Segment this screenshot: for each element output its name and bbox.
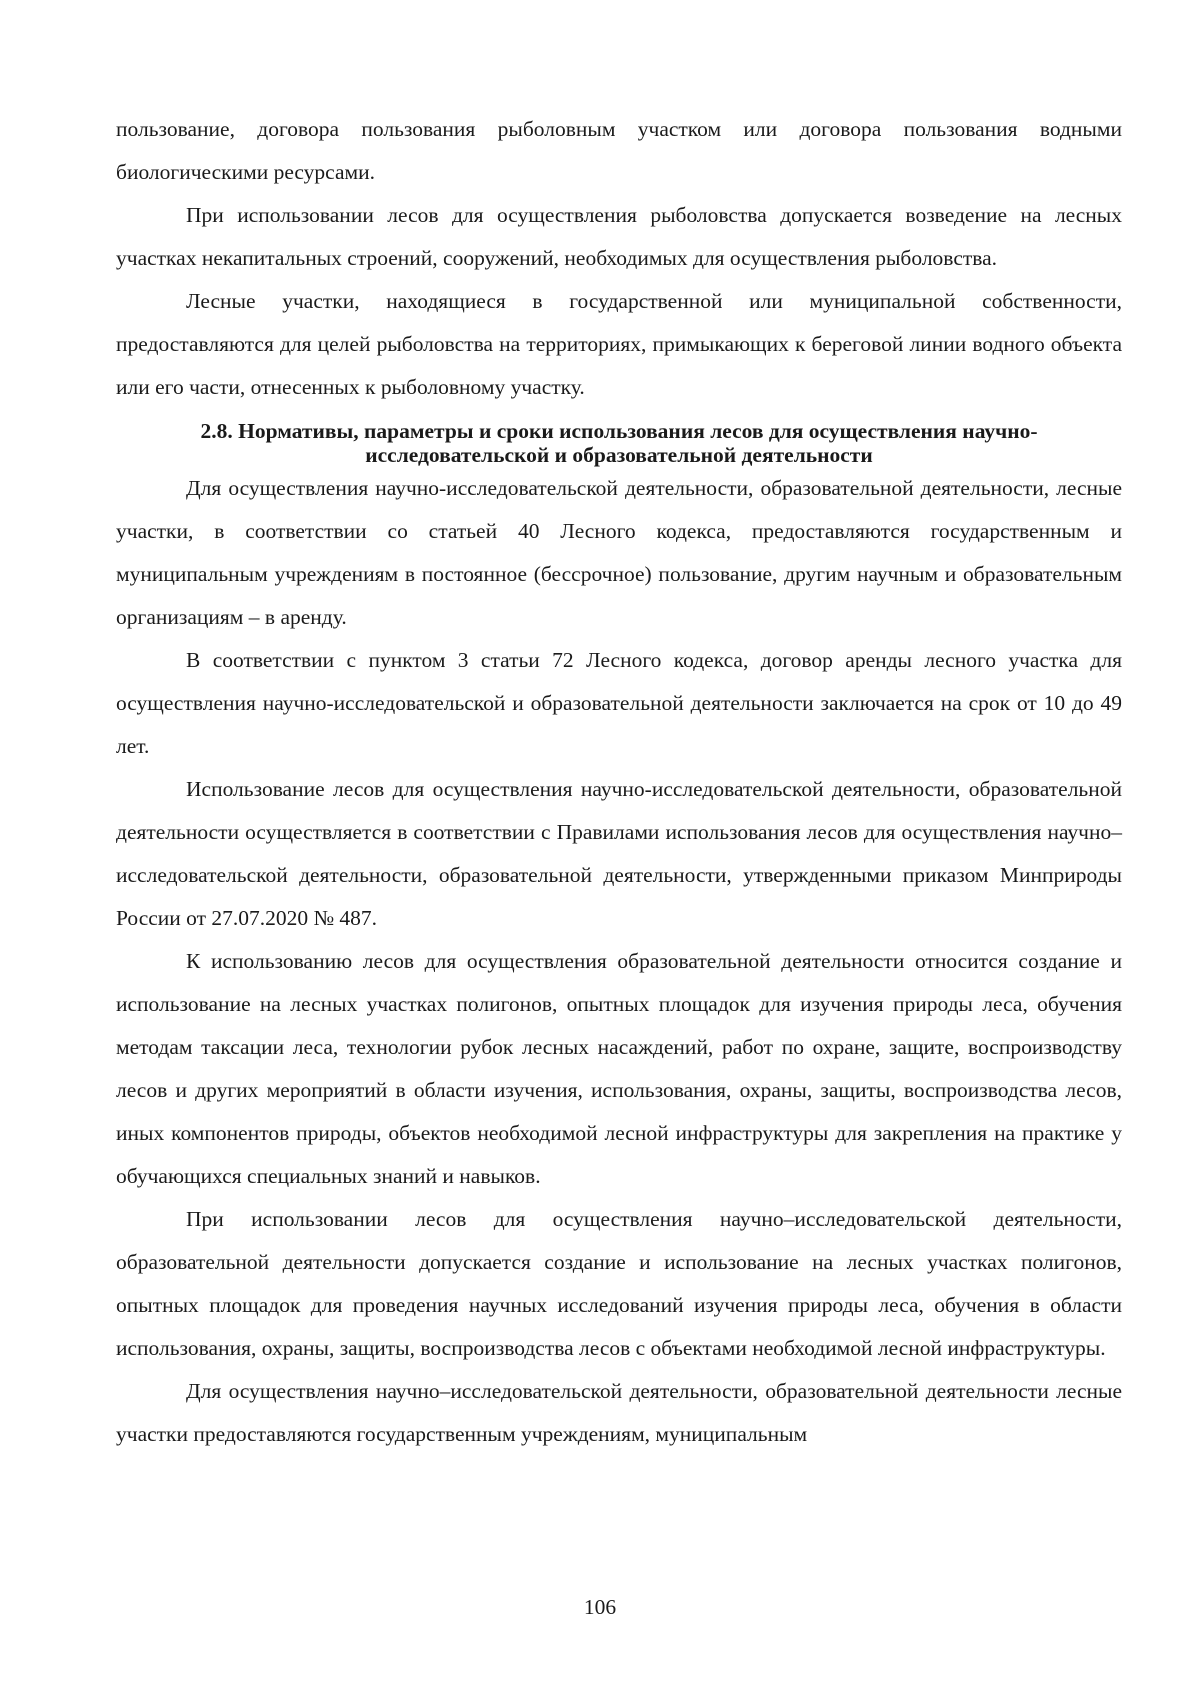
paragraph-5: В соответствии с пунктом 3 статьи 72 Лесного кодекса, договор аренды лесного участка для осуществления научно-исследовательской и образовательной деятельности заключается на срок от 10 до 49 лет. [116, 648, 1122, 758]
document-body [116, 108, 1122, 1456]
paragraph-9: Для осуществления научно–исследовательской деятельности, образовательной деятельности лесные участки предоставляются государственным учреждениям, муниципальным [116, 1379, 1122, 1446]
paragraph-4: Для осуществления научно-исследовательской деятельности, образовательной деятельности, лесные участки, в соответствии со статьей 40 Лесного кодекса, предоставляются государственным и муниципальным учреждениям в постоянное (бессрочное) пользование, другим научным и образовательным организациям – в аренду. [116, 476, 1122, 629]
paragraph-8: При использовании лесов для осуществления научно–исследовательской деятельности, образовательной деятельности допускается создание и использование на лесных участках полигонов, опытных площадок для проведения научных исследований изучения природы леса, обучения в области использования, охраны, защиты, воспроизводства лесов с объектами необходимой лесной инфраструктуры. [116, 1207, 1122, 1360]
paragraph-7: К использованию лесов для осуществления образовательной деятельности относится создание и использование на лесных участках полигонов, опытных площадок для изучения природы леса, обучения методам таксации леса, технологии рубок лесных насаждений, работ по охране, защите, воспроизводству лесов и других мероприятий в области изучения, использования, охраны, защиты, воспроизводства лесов, иных компонентов природы, объектов необходимой лесной инфраструктуры для закрепления на практике у обучающихся специальных знаний и навыков. [116, 949, 1122, 1188]
paragraph-3: Лесные участки, находящиеся в государственной или муниципальной собственности, предоставляются для целей рыболовства на территориях, примыкающих к береговой линии водного объекта или его части, отнесенных к рыболовному участку. [116, 289, 1122, 399]
paragraph-6: Использование лесов для осуществления научно-исследовательской деятельности, образовательной деятельности осуществляется в соответствии с Правилами использования лесов для осуществления научно–исследовательской деятельности, образовательной деятельности, утвержденными приказом Минприроды России от 27.07.2020 № 487. [116, 777, 1122, 930]
paragraph-2: При использовании лесов для осуществления рыболовства допускается возведение на лесных участках некапитальных строений, сооружений, необходимых для осуществления рыболовства. [116, 203, 1122, 270]
section-heading: 2.8. Нормативы, параметры и сроки использования лесов для осуществления научно-исследовательской и образовательной деятельности [200, 419, 1038, 467]
paragraph-1: пользование, договора пользования рыболовным участком или договора пользования водными биологическими ресурсами. [116, 117, 1122, 184]
page-number: 106 [583, 1595, 617, 1619]
